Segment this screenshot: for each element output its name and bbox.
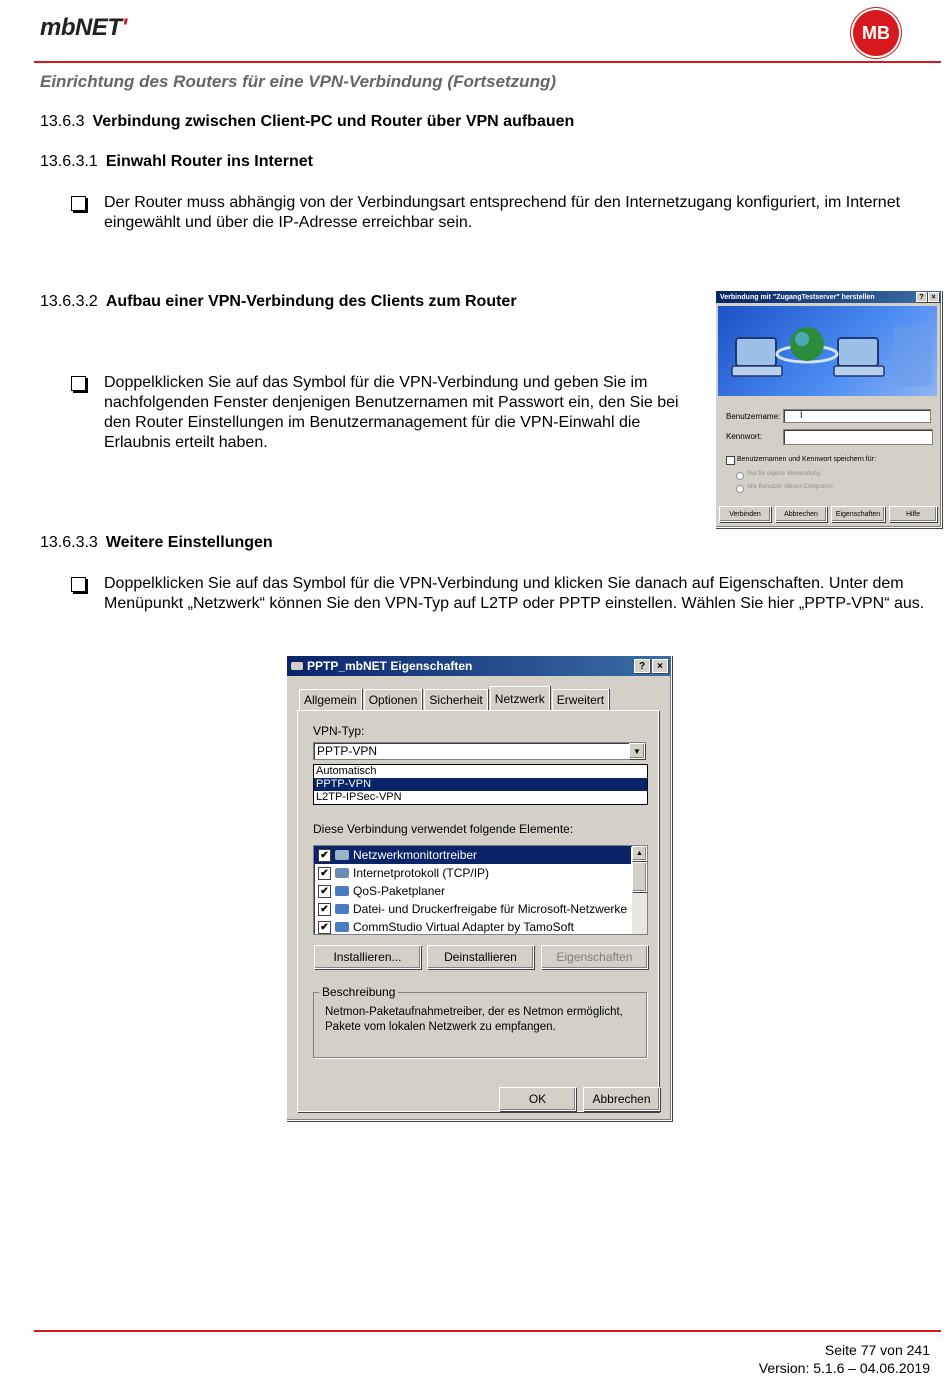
tab-optionen[interactable]: Optionen	[364, 689, 423, 710]
checkbox-checked-icon[interactable]: ✔	[318, 849, 331, 862]
checkbox-checked-icon[interactable]: ✔	[318, 903, 331, 916]
cancel-button[interactable]: Abbrechen	[583, 1087, 660, 1111]
bullet-text: Doppelklicken Sie auf das Symbol für die VPN-Verbindung und klicken Sie danach auf Eigenschaften. Unter dem Menüpunkt „Netzwerk“ können Sie den VPN-Typ auf L2TP oder PPTP einstellen. Wählen Sie hier „PPTP-VPN“ aus.	[104, 575, 925, 612]
section-heading: 13.6.3.1 Einwahl Router ins Internet	[40, 153, 313, 170]
install-button[interactable]: Installieren...	[314, 945, 421, 969]
username-label: Benutzername:	[726, 412, 781, 421]
radio-all-users-label: Alle Benutzer dieses Computers	[747, 484, 833, 490]
option-automatisch[interactable]: Automatisch	[316, 765, 377, 777]
option-l2tp-ipsec-vpn[interactable]: L2TP-IPSec-VPN	[316, 791, 402, 803]
elements-label: Diese Verbindung verwendet folgende Elemente:	[313, 822, 574, 836]
mb-badge: MB	[853, 10, 899, 56]
bullet-text: Doppelklicken Sie auf das Symbol für die VPN-Verbindung und geben Sie im nachfolgenden Fenster denjenigen Benutzernamen mit Passwort ein, den Sie bei den Router Einstellungen im Benutzermanagement für die VPN-Einwahl die Erlaubnis erteilt haben.	[104, 374, 679, 451]
protocol-icon	[335, 868, 349, 878]
list-scrollbar[interactable]	[632, 846, 647, 934]
dialog-title: Verbindung mit "ZugangTestserver" herstellen	[720, 293, 875, 301]
help-text-button[interactable]: Hilfe	[889, 506, 937, 522]
list-item[interactable]: ✔ QoS-Paketplaner	[314, 882, 631, 900]
network-service-icon	[335, 850, 349, 860]
mbnet-logo: mbNET'	[40, 14, 127, 41]
footer-divider	[34, 1330, 941, 1332]
checkbox-bullet-icon	[71, 376, 86, 391]
page-subtitle: Einrichtung des Routers für eine VPN-Verbindung (Fortsetzung)	[40, 72, 556, 91]
password-label: Kennwort:	[726, 432, 763, 441]
bullet-text: Der Router muss abhängig von der Verbindungsart entsprechend für den Internetzugang konfiguriert, im Internet eingewählt und über die IP-Adresse erreichbar sein.	[104, 194, 901, 231]
radio-all-users[interactable]	[736, 485, 744, 493]
checkbox-checked-icon[interactable]: ✔	[318, 867, 331, 880]
description-text: Netmon-Paketaufnahmetreiber, der es Netmon ermöglicht, Pakete vom lokalen Netzwerk zu empfangen.	[325, 1006, 623, 1033]
description-label: Beschreibung	[319, 985, 398, 999]
adapter-icon	[335, 922, 349, 932]
section-heading: 13.6.3.3 Weitere Einstellungen	[40, 534, 273, 551]
tab-allgemein[interactable]: Allgemein	[299, 689, 362, 710]
checkbox-bullet-icon	[71, 196, 86, 211]
connect-button[interactable]: Verbinden	[719, 506, 771, 522]
scroll-thumb[interactable]	[632, 862, 647, 892]
list-item[interactable]: ✔ Internetprotokoll (TCP/IP)	[314, 864, 631, 882]
network-service-icon	[335, 904, 349, 914]
tab-netzwerk[interactable]: Netzwerk	[490, 686, 550, 710]
password-input[interactable]	[783, 429, 933, 445]
vpn-type-dropdown	[313, 764, 648, 805]
ok-button[interactable]: OK	[499, 1087, 576, 1111]
chevron-down-icon[interactable]: ▼	[629, 743, 645, 759]
element-properties-button: Eigenschaften	[541, 945, 648, 969]
vpn-type-value: PPTP-VPN	[317, 744, 378, 758]
dialog-titlebar	[716, 291, 941, 303]
checkbox-bullet-icon	[71, 577, 86, 592]
tab-sicherheit[interactable]: Sicherheit	[424, 689, 487, 710]
section-heading: 13.6.3.2 Aufbau einer VPN-Verbindung des Clients zum Router	[40, 293, 517, 310]
properties-dialog	[286, 655, 672, 1121]
checkbox-checked-icon[interactable]: ✔	[318, 921, 331, 934]
list-item[interactable]: ✔ Netzwerkmonitortreiber	[314, 846, 631, 864]
section-heading: 13.6.3 Verbindung zwischen Client-PC und Router über VPN aufbauen	[40, 113, 575, 130]
uninstall-button[interactable]: Deinstallieren	[427, 945, 534, 969]
dialog-titlebar	[287, 656, 671, 676]
cancel-button[interactable]: Abbrechen	[775, 506, 827, 522]
close-button[interactable]: ×	[928, 292, 939, 302]
tab-bar	[299, 689, 609, 710]
radio-own-use[interactable]	[736, 472, 744, 480]
version-info: Version: 5.1.6 – 04.06.2019	[758, 1360, 930, 1376]
network-banner-image	[718, 306, 937, 396]
vpn-connect-dialog	[715, 290, 942, 528]
page-number: Seite 77 von 241	[824, 1342, 930, 1358]
scroll-up-icon[interactable]: ▲	[632, 846, 647, 861]
connection-icon	[291, 662, 303, 670]
save-credentials-checkbox[interactable]	[726, 456, 735, 465]
close-button[interactable]: ×	[652, 659, 668, 673]
properties-button[interactable]: Eigenschaften	[831, 506, 885, 522]
tab-erweitert[interactable]: Erweitert	[552, 689, 609, 710]
network-globe-icon	[718, 306, 937, 396]
network-service-icon	[335, 886, 349, 896]
vpn-type-select[interactable]	[313, 742, 646, 760]
elements-list[interactable]	[313, 845, 648, 935]
vpn-type-label: VPN-Typ:	[313, 724, 365, 738]
dialog-title: PPTP_mbNET Eigenschaften	[307, 659, 473, 673]
radio-own-use-label: Nur für eigene Verwendung	[747, 471, 821, 477]
save-credentials-label: Benutzernamen und Kennwort speichern für:	[737, 456, 876, 463]
list-item[interactable]: ✔ Datei- und Druckerfreigabe für Microsoft-Netzwerke	[314, 900, 631, 918]
checkbox-checked-icon[interactable]: ✔	[318, 885, 331, 898]
header-divider	[34, 61, 941, 63]
list-item[interactable]: ✔ CommStudio Virtual Adapter by TamoSoft	[314, 918, 631, 935]
username-input[interactable]: I	[783, 409, 931, 423]
option-pptp-vpn[interactable]: PPTP-VPN	[314, 778, 647, 791]
help-button[interactable]: ?	[916, 292, 927, 302]
help-button[interactable]: ?	[634, 659, 650, 673]
